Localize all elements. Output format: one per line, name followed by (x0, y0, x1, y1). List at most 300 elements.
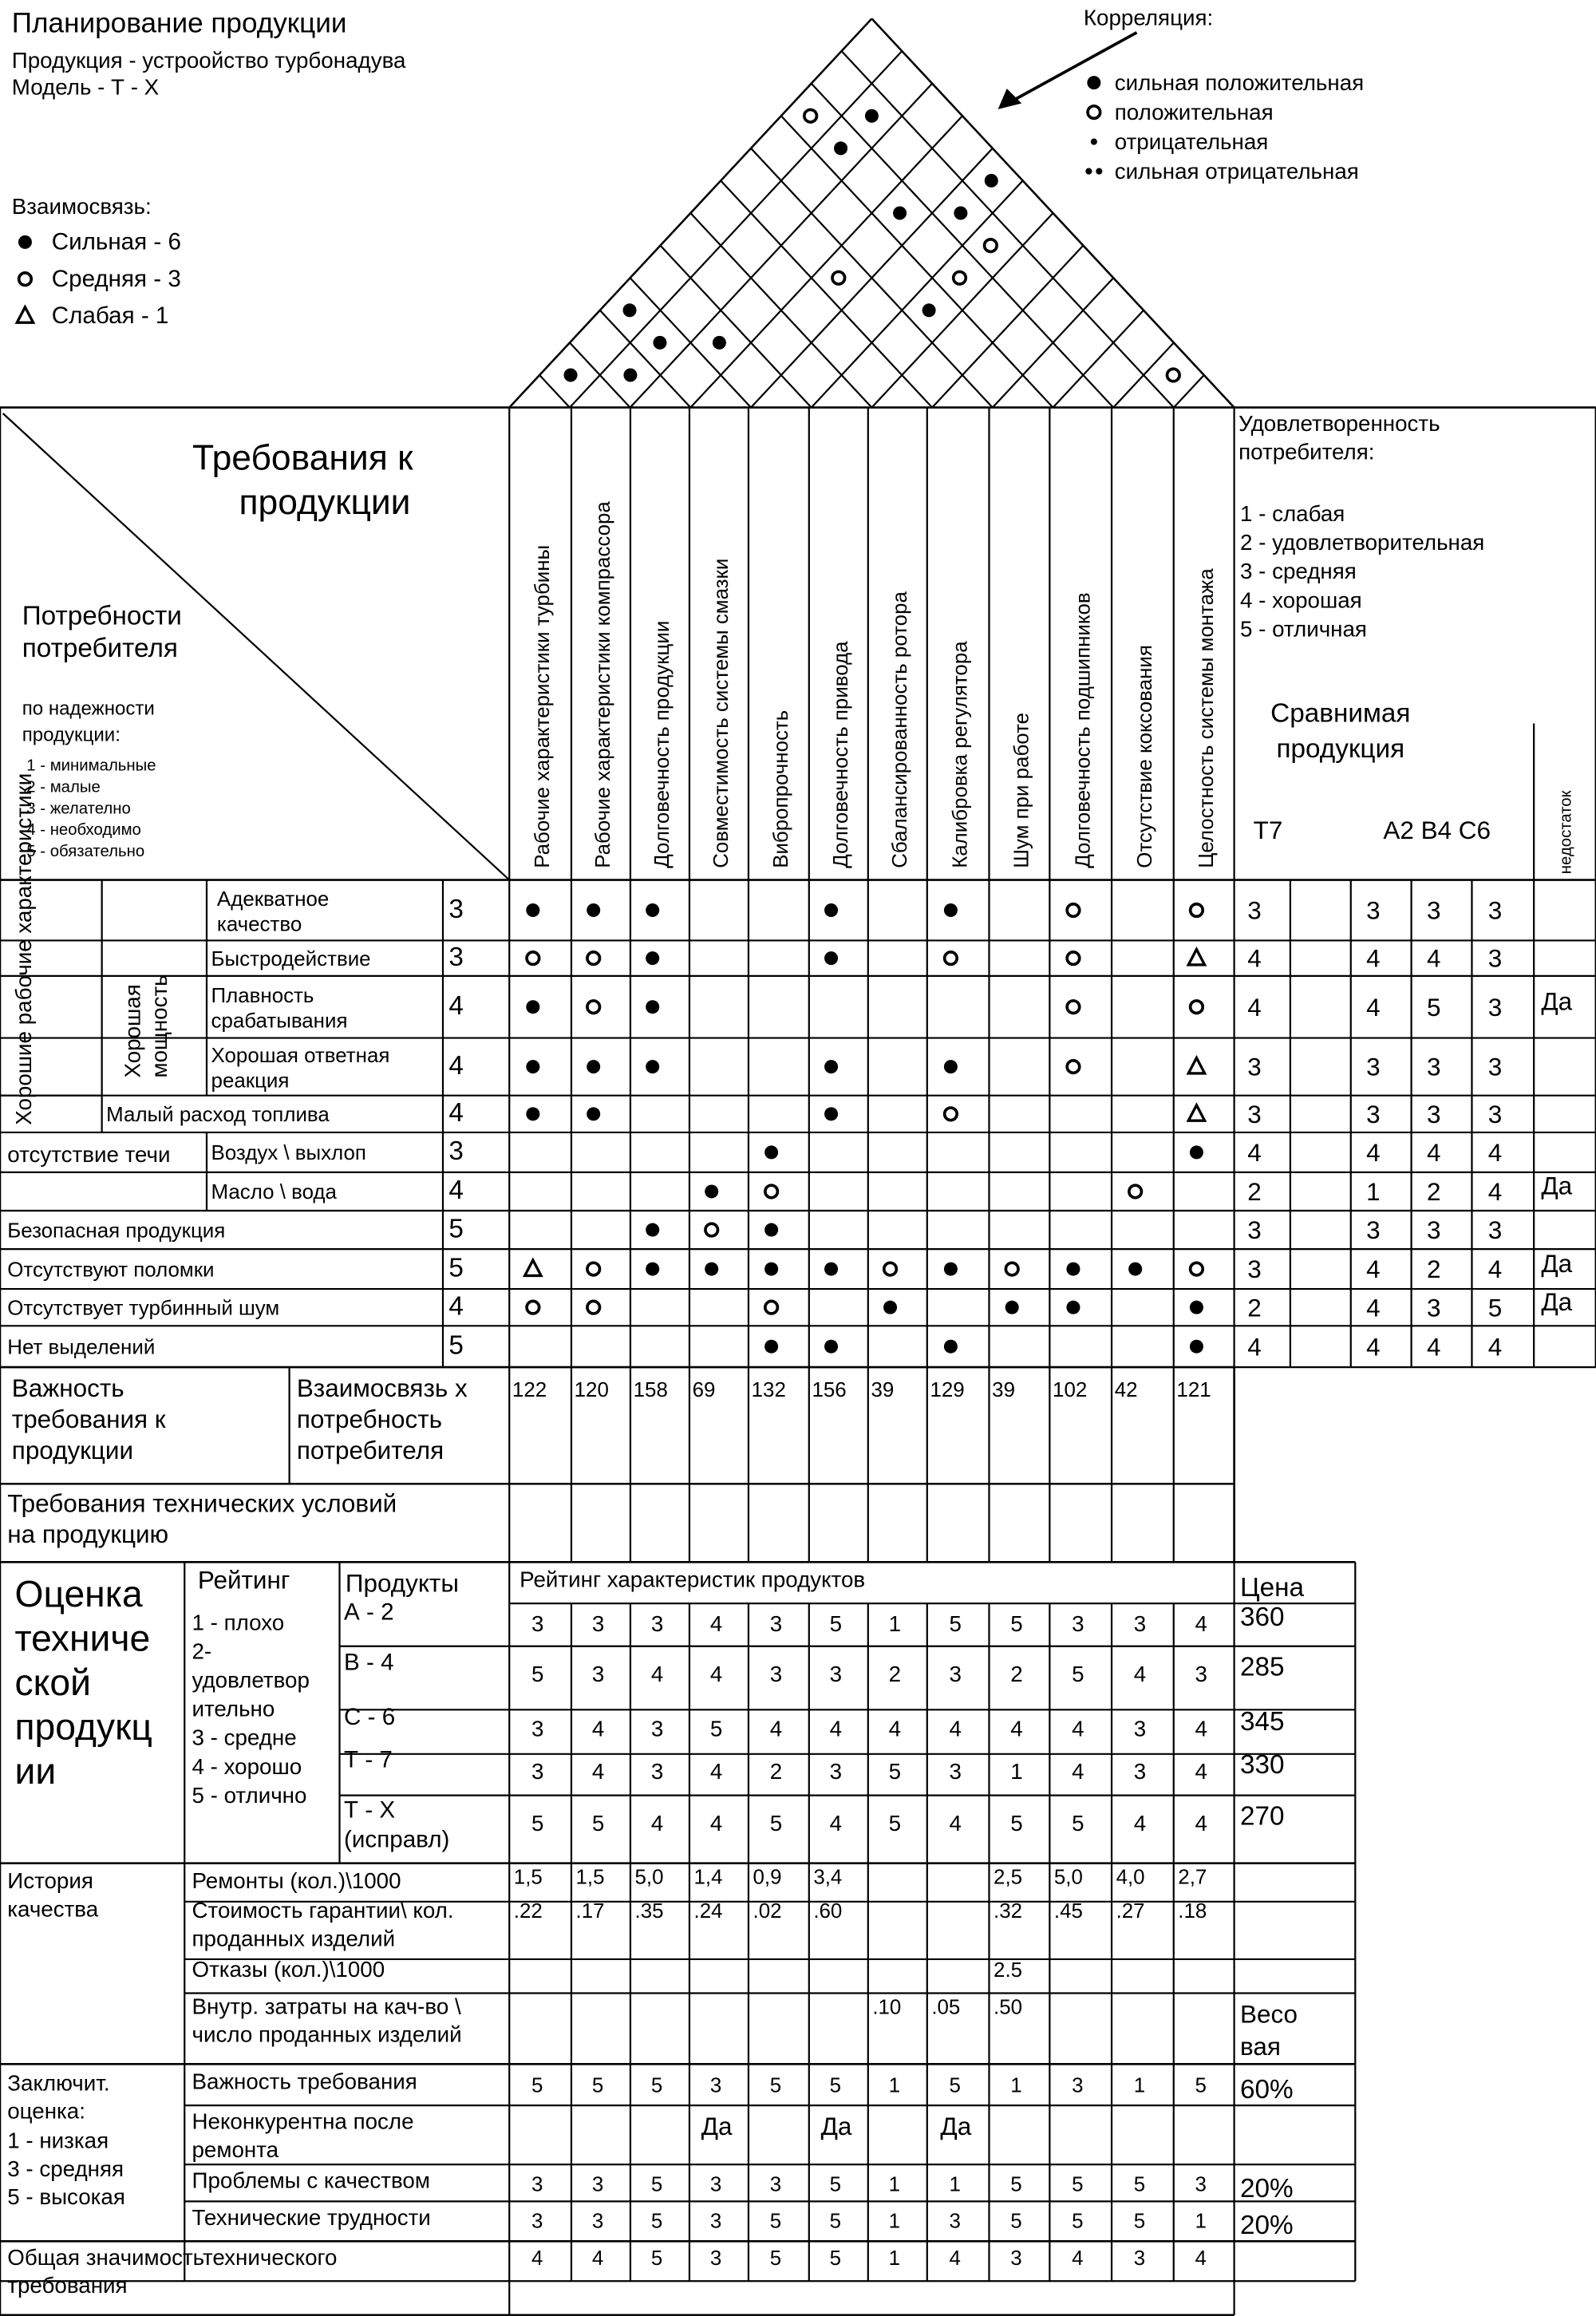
product-rating-value: 2 (1010, 1662, 1023, 1687)
relationship-mark (764, 1145, 778, 1159)
importance-value: 122 (512, 1379, 547, 1402)
satisfaction-value: 4 (1247, 1139, 1262, 1168)
relationship-mark (764, 1340, 778, 1354)
need-importance: 3 (448, 894, 464, 924)
overall-value: 5 (769, 2247, 782, 2270)
overall-value: 3 (1010, 2247, 1022, 2270)
satisfaction-value: 3 (1366, 1216, 1381, 1245)
relationship-mark (526, 1060, 539, 1073)
conclusion-value: 1 (1133, 2074, 1146, 2097)
product-rating-value: 5 (888, 1811, 902, 1836)
relationship-mark (1129, 1185, 1142, 1198)
legend-symbol-pos (1088, 106, 1100, 119)
roof-grid-line (539, 375, 570, 408)
conclusion-value: 1 (949, 2173, 961, 2196)
product-price: 360 (1239, 1602, 1285, 1632)
satisfaction-value: 4 (1487, 1178, 1503, 1207)
tech-requirement-header: Калибровка регулятора (949, 641, 972, 868)
relationship-mark (1005, 1263, 1018, 1275)
need-importance: 5 (448, 1253, 464, 1283)
roof-correlation-mark (1167, 369, 1180, 381)
quality-value: .50 (994, 1996, 1023, 2019)
legend-symbol-medium (19, 273, 32, 286)
roof-correlation-mark (985, 174, 998, 188)
roof-correlation-mark (985, 239, 998, 252)
conclusion-value: 3 (1195, 2173, 1207, 2196)
relationship-mark (1005, 1301, 1019, 1314)
satisfaction-scale-item: 2 - удовлетворительная (1239, 530, 1485, 555)
satisfaction-value: 4 (1366, 993, 1381, 1022)
product-rating-value: 4 (769, 1716, 783, 1741)
rating-scale-item: удовлетвор (192, 1667, 310, 1693)
relationship-mark (1191, 1001, 1203, 1014)
product-rating-value: 5 (1010, 1611, 1023, 1637)
compared-products-title: Сравнимая продукция (1270, 698, 1411, 765)
conclusion-value: 1 (888, 2173, 901, 2196)
product-rating-value: 3 (949, 1662, 962, 1687)
need-label: Отсутствует турбинный шум (7, 1297, 280, 1320)
importance-value: 156 (812, 1379, 847, 1402)
satisfaction-value: 4 (1366, 1294, 1381, 1322)
roof-grid-line (690, 116, 962, 407)
needs-subtitle: по надежности продукции: (22, 698, 155, 746)
product-rating-value: 4 (1195, 1759, 1208, 1784)
relationship-mark (824, 951, 838, 965)
relationship-mark (526, 1000, 539, 1014)
relationship-mark (587, 952, 600, 965)
roof-correlation-mark (804, 109, 817, 122)
conclusion-value: 3 (709, 2173, 722, 2196)
rating-header: Рейтинг (197, 1566, 290, 1595)
conclusion-value: 1 (888, 2074, 901, 2097)
relationship-mark (944, 1263, 958, 1276)
product-rating-value: 4 (709, 1811, 723, 1836)
relationship-mark (884, 1263, 897, 1275)
quality-value: .60 (813, 1900, 843, 1923)
relationship-mark (1191, 1263, 1203, 1275)
conclusion-value: Да (701, 2112, 733, 2141)
tech-requirement-header: Сбалансированность ротора (888, 591, 911, 868)
conclusion-value: 5 (1133, 2210, 1146, 2233)
correlation-legend-item: отрицательная (1114, 128, 1269, 154)
product-rating-value: 5 (1072, 1811, 1084, 1836)
overall-value: 4 (1195, 2247, 1207, 2270)
need-importance: 4 (448, 1291, 464, 1322)
relationship-mark (646, 1263, 659, 1276)
satisfaction-value: 3 (1487, 1053, 1503, 1081)
relationship-mark (1190, 1340, 1203, 1354)
conclusion-value: 3 (769, 2173, 782, 2196)
product-rating-value: 3 (769, 1611, 783, 1637)
product-rating-value: 5 (888, 1759, 902, 1784)
satisfaction-value: 4 (1247, 944, 1262, 973)
product-rating-value: 2 (769, 1759, 783, 1784)
conclusion-value: 3 (1072, 2074, 1084, 2097)
roof-grid-line (570, 51, 902, 408)
conclusion-value: 5 (949, 2074, 961, 2097)
product-rating-value: 3 (531, 1716, 544, 1741)
satisfaction-value: 4 (1487, 1333, 1503, 1362)
conclusion-value: 1 (1195, 2210, 1207, 2233)
relationship-mark (824, 1060, 838, 1073)
tech-requirement-header: Вибропрочность (769, 709, 792, 868)
satisfaction-value: 3 (1427, 896, 1441, 925)
quality-value: 3,4 (813, 1866, 843, 1889)
relationship-mark (1066, 1263, 1080, 1276)
defect-header: недостаток (1557, 790, 1575, 875)
overall-label: Общая значимостьтехнического требования (7, 2244, 338, 2298)
tech-conditions-label: Требования технических условий на продукцию (7, 1489, 397, 1549)
overall-value: 3 (709, 2247, 722, 2270)
relationship-mark (945, 1108, 958, 1120)
relationship-mark (646, 1060, 659, 1073)
roof-grid-line (781, 116, 1053, 407)
compared-others-header: А2 В4 С6 (1383, 816, 1491, 844)
product-rating-value: 3 (650, 1759, 664, 1784)
conclusion-value: 1 (1010, 2074, 1022, 2097)
satisfaction-value: 4 (1366, 1333, 1381, 1362)
product-rating-value: 5 (1072, 1662, 1084, 1687)
need-importance: 4 (448, 1176, 464, 1206)
product-rating-value: 5 (769, 1811, 783, 1836)
legend-symbol-neg (1091, 139, 1097, 145)
roof-grid-line (660, 246, 811, 408)
quality-row-label: Внутр. затраты на кач-во \ число проданных изделий (192, 1994, 462, 2047)
relationship-mark (526, 903, 539, 917)
roof-correlation-mark (832, 271, 845, 284)
satisfaction-scale-item: 5 - отличная (1239, 616, 1367, 642)
overall-value: 5 (829, 2247, 842, 2270)
need-label: Масло \ вода (211, 1181, 337, 1204)
rating-scale-item: 5 - отлично (192, 1782, 307, 1808)
conclusion-value: 5 (769, 2074, 782, 2097)
need-importance: 4 (448, 990, 464, 1021)
product-rating-value: 3 (949, 1759, 962, 1784)
tech-requirement-header: Рабочие характеристики турбины (531, 544, 555, 868)
relationship-mark (824, 1263, 838, 1276)
relationship-mark (944, 903, 958, 917)
product-name: В - 4 (344, 1649, 394, 1676)
relationship-mark (824, 1107, 838, 1120)
overall-value: 5 (650, 2247, 663, 2270)
relationship-mark (1067, 952, 1080, 965)
legend-symbol-strong (18, 235, 32, 249)
satisfaction-value: 3 (1247, 1053, 1262, 1081)
overall-value: 4 (531, 2247, 543, 2270)
legend-symbol-strong_pos (1087, 76, 1100, 89)
importance-value: 39 (871, 1379, 895, 1402)
relationship-legend-item: Сильная - 6 (51, 228, 181, 255)
satisfaction-scale-item: 1 - слабая (1239, 501, 1345, 527)
quality-history-title: История качества (7, 1868, 99, 1922)
need-label: Воздух \ выхлоп (211, 1142, 366, 1165)
importance-value: 102 (1053, 1379, 1088, 1402)
relationship-mark (646, 951, 659, 965)
quality-row-label: Отказы (кол.)\1000 (192, 1957, 385, 1982)
quality-value: .22 (513, 1900, 543, 1923)
overall-value: 3 (1133, 2247, 1146, 2270)
conclusion-row-label: Проблемы с качеством (192, 2168, 430, 2193)
correlation-legend-item: сильная положительная (1114, 69, 1365, 95)
quality-value: 4,0 (1116, 1866, 1145, 1889)
product-rating-value: 3 (591, 1611, 605, 1637)
need-label: Нет выделений (7, 1336, 156, 1359)
roof-grid-line (600, 310, 691, 408)
defect-flag: Да (1541, 1249, 1573, 1278)
tech-requirement-header: Шум при работе (1010, 712, 1033, 868)
satisfaction-value: 4 (1487, 1139, 1503, 1168)
conclusion-value: 5 (1010, 2173, 1022, 2196)
importance-value: 42 (1114, 1379, 1138, 1402)
satisfaction-scale-item: 4 - хорошая (1239, 587, 1362, 613)
needs-scale-item: 1 - минимальные (26, 757, 156, 775)
product-rating-value: 4 (1072, 1759, 1084, 1784)
relationship-mark (1066, 1301, 1080, 1314)
conclusion-value: 3 (591, 2173, 604, 2196)
model-label: Модель - Т - Х (11, 74, 160, 100)
conclusion-value: 5 (1133, 2173, 1146, 2196)
relationship-mark (883, 1301, 897, 1314)
relationship-mark (587, 1263, 600, 1275)
relationship-mark (646, 1223, 659, 1237)
satisfaction-value: 3 (1487, 896, 1503, 925)
defect-flag: Да (1541, 1172, 1573, 1200)
tech-requirement-header: Рабочие характеристики компрассора (592, 501, 615, 868)
quality-extra: Весо вая (1239, 2000, 1298, 2061)
need-importance: 5 (448, 1214, 464, 1244)
relationship-mark (1067, 904, 1080, 917)
roof-correlation-mark (954, 207, 967, 220)
product-rating-value: 3 (1195, 1662, 1208, 1687)
relationship-mark (587, 903, 600, 917)
product-rating-value: 1 (1010, 1759, 1023, 1784)
product-rating-value: 4 (591, 1716, 605, 1741)
importance-value: 129 (930, 1379, 965, 1402)
conclusion-value: 5 (829, 2173, 842, 2196)
quality-row-label: Ремонты (кол.)\1000 (192, 1868, 401, 1894)
need-label: Плавность срабатывания (211, 985, 348, 1033)
importance-value: 120 (574, 1379, 609, 1402)
needs-scale-item: 5 - обязательно (26, 843, 145, 860)
product-rating-value: 4 (829, 1811, 843, 1836)
quality-value: 1,5 (513, 1866, 543, 1889)
relationship-legend-title: Взаимосвязь: (11, 194, 152, 219)
relationship-mark (527, 952, 539, 965)
satisfaction-value: 3 (1487, 944, 1503, 973)
product-rating-value: 3 (650, 1611, 664, 1637)
relationship-mark (1067, 1001, 1080, 1014)
satisfaction-value: 4 (1247, 1333, 1262, 1362)
relationship-mark (646, 1000, 659, 1014)
product-rating-value: 4 (709, 1611, 723, 1637)
product-rating-value: 3 (531, 1759, 544, 1784)
conclusion-title: Заключит. оценка: (7, 2070, 110, 2124)
product-rating-value: 4 (650, 1662, 664, 1687)
conclusion-value: 5 (531, 2074, 543, 2097)
conclusion-value: 5 (650, 2074, 663, 2097)
roof-correlation-mark (954, 271, 966, 284)
roof-correlation-mark (623, 303, 637, 317)
satisfaction-value: 3 (1427, 1294, 1441, 1322)
group-no-leak: отсутствие течи (7, 1141, 171, 1167)
quality-value: .17 (575, 1900, 605, 1923)
satisfaction-value: 3 (1247, 896, 1262, 925)
satisfaction-value: 4 (1366, 944, 1381, 973)
conclusion-row-label: Технические трудности (192, 2204, 431, 2230)
product-rating-value: 4 (1010, 1716, 1023, 1741)
price-header: Цена (1239, 1572, 1305, 1603)
conclusion-row-label: Неконкурентна после ремонта (192, 2109, 414, 2162)
product-rating-value: 4 (1195, 1811, 1208, 1836)
overall-value: 1 (888, 2247, 901, 2270)
product-rating-value: 1 (888, 1611, 902, 1637)
defect-flag: Да (1541, 987, 1573, 1016)
rating-scale-item: 1 - плохо (192, 1610, 285, 1635)
product-label: Продукция - устроойство турбонадува (11, 48, 406, 73)
product-rating-value: 3 (650, 1716, 664, 1741)
product-rating-value: 4 (709, 1662, 723, 1687)
quality-value: .10 (872, 1996, 902, 2019)
quality-value: .32 (994, 1900, 1023, 1923)
product-price: 330 (1239, 1749, 1285, 1780)
relationship-legend-item: Слабая - 1 (51, 302, 169, 330)
satisfaction-value: 3 (1427, 1100, 1441, 1128)
overall-value: 4 (1072, 2247, 1084, 2270)
needs-title: Потребности потребителя (22, 601, 182, 664)
needs-scale-item: 3 - желателно (26, 800, 131, 818)
product-rating-value: 4 (888, 1716, 902, 1741)
satisfaction-value: 3 (1247, 1100, 1262, 1128)
compared-t7-header: Т7 (1253, 816, 1283, 844)
conclusion-scale-item: 1 - низкая (7, 2128, 109, 2153)
satisfaction-value: 4 (1427, 1333, 1441, 1362)
satisfaction-value: 2 (1247, 1178, 1262, 1207)
conclusion-weight: 20% (1239, 2173, 1294, 2203)
product-rating-value: 5 (531, 1811, 544, 1836)
roof-correlation-mark (922, 303, 936, 317)
quality-value: 2,5 (994, 1866, 1023, 1889)
need-importance: 4 (448, 1050, 464, 1081)
conclusion-value: 5 (591, 2074, 604, 2097)
product-rating-value: 2 (888, 1662, 902, 1687)
conclusion-row-label: Важность требования (192, 2069, 417, 2094)
requirements-title: Требования к продукции (192, 438, 413, 522)
quality-value: 5,0 (1053, 1866, 1083, 1889)
overall-value: 4 (949, 2247, 961, 2270)
satisfaction-value: 5 (1427, 993, 1441, 1022)
relationship-mark (1188, 1058, 1204, 1073)
product-rating-value: 4 (650, 1811, 664, 1836)
correlation-legend-item: положительная (1114, 99, 1274, 124)
quality-value: 0,9 (753, 1866, 782, 1889)
conclusion-value: Да (940, 2112, 972, 2141)
satisfaction-value: 4 (1427, 1139, 1441, 1168)
importance-value: 121 (1176, 1379, 1211, 1402)
quality-value: 2,7 (1178, 1866, 1207, 1889)
tech-requirement-header: Долговечность продукции (651, 620, 674, 868)
relationship-mark (587, 1060, 600, 1073)
satisfaction-value: 3 (1427, 1053, 1441, 1081)
group-good-performance: Хорошие рабочие характеристики (10, 773, 36, 1125)
need-label: Быстродействие (211, 947, 371, 970)
satisfaction-value: 3 (1247, 1255, 1262, 1284)
product-rating-value: 5 (829, 1611, 843, 1637)
roof-correlation-mark (865, 109, 879, 123)
product-rating-value: 5 (531, 1662, 544, 1687)
quality-value: .35 (634, 1900, 664, 1923)
conclusion-value: 3 (531, 2173, 543, 2196)
relationship-mark (1190, 1301, 1203, 1314)
satisfaction-value: 4 (1366, 1255, 1381, 1284)
product-rating-value: 4 (949, 1811, 962, 1836)
product-rating-value: 3 (769, 1662, 783, 1687)
rating-scale-item: 3 - средне (192, 1725, 297, 1750)
product-rating-value: 4 (709, 1759, 723, 1784)
need-label: Отсутствуют поломки (7, 1259, 215, 1282)
correlation-legend-title: Корреляция: (1083, 5, 1214, 30)
correlation-legend-item: сильная отрицательная (1114, 158, 1359, 184)
product-rating-value: 5 (949, 1611, 962, 1637)
product-name: Т - X (исправл) (344, 1796, 450, 1853)
quality-value: .18 (1178, 1900, 1207, 1923)
conclusion-value: 3 (709, 2074, 722, 2097)
tech-requirement-header: Долговечность привода (829, 641, 852, 868)
product-rating-value: 5 (1010, 1811, 1023, 1836)
need-importance: 3 (448, 942, 464, 972)
product-name: А - 2 (344, 1599, 394, 1626)
conclusion-value: 5 (769, 2210, 782, 2233)
conclusion-scale-item: 5 - высокая (7, 2184, 125, 2210)
quality-value: .45 (1053, 1900, 1083, 1923)
need-label: Малый расход топлива (106, 1104, 330, 1127)
roof-correlation-mark (653, 336, 666, 350)
page-title: Планирование продукции (11, 7, 347, 39)
product-rating-value: 3 (1133, 1611, 1147, 1637)
product-rating-value: 3 (1133, 1759, 1147, 1784)
conclusion-value: 5 (650, 2173, 663, 2196)
product-rating-value: 3 (829, 1662, 843, 1687)
satisfaction-value: 4 (1427, 944, 1441, 973)
relationship-mark (587, 1301, 600, 1314)
relationship-mark (764, 1263, 778, 1276)
quality-value: .24 (693, 1900, 723, 1923)
satisfaction-value: 3 (1487, 993, 1503, 1022)
tech-requirement-header: Совместимость системы смазки (710, 558, 733, 868)
satisfaction-value: 2 (1427, 1178, 1441, 1207)
need-label: Адекватное качество (216, 887, 330, 936)
relationship-mark (646, 903, 659, 917)
quality-value: 1,5 (575, 1866, 605, 1889)
quality-value: 2.5 (994, 1959, 1023, 1982)
product-rating-value: 4 (1195, 1611, 1208, 1637)
relationship-mark (945, 952, 958, 965)
product-rating-value: 4 (591, 1759, 605, 1784)
relationship-mark (1188, 1105, 1204, 1120)
satisfaction-scale-item: 3 - средняя (1239, 559, 1357, 584)
conclusion-weight: 20% (1239, 2211, 1294, 2241)
conclusion-value: 5 (1072, 2210, 1084, 2233)
conclusion-value: 3 (591, 2210, 604, 2233)
importance-value: 39 (992, 1379, 1016, 1402)
need-label: Безопасная продукция (7, 1219, 226, 1243)
tech-requirement-header: Целостность системы монтажа (1195, 568, 1218, 868)
conclusion-value: 3 (531, 2210, 543, 2233)
satisfaction-value: 5 (1487, 1294, 1503, 1322)
conclusion-value: Да (820, 2112, 852, 2141)
importance-sublabel: Взаимосвязь х потребность потребителя (296, 1374, 468, 1464)
roof-correlation-mark (564, 368, 578, 381)
need-label: Хорошая ответная реакция (211, 1045, 390, 1093)
